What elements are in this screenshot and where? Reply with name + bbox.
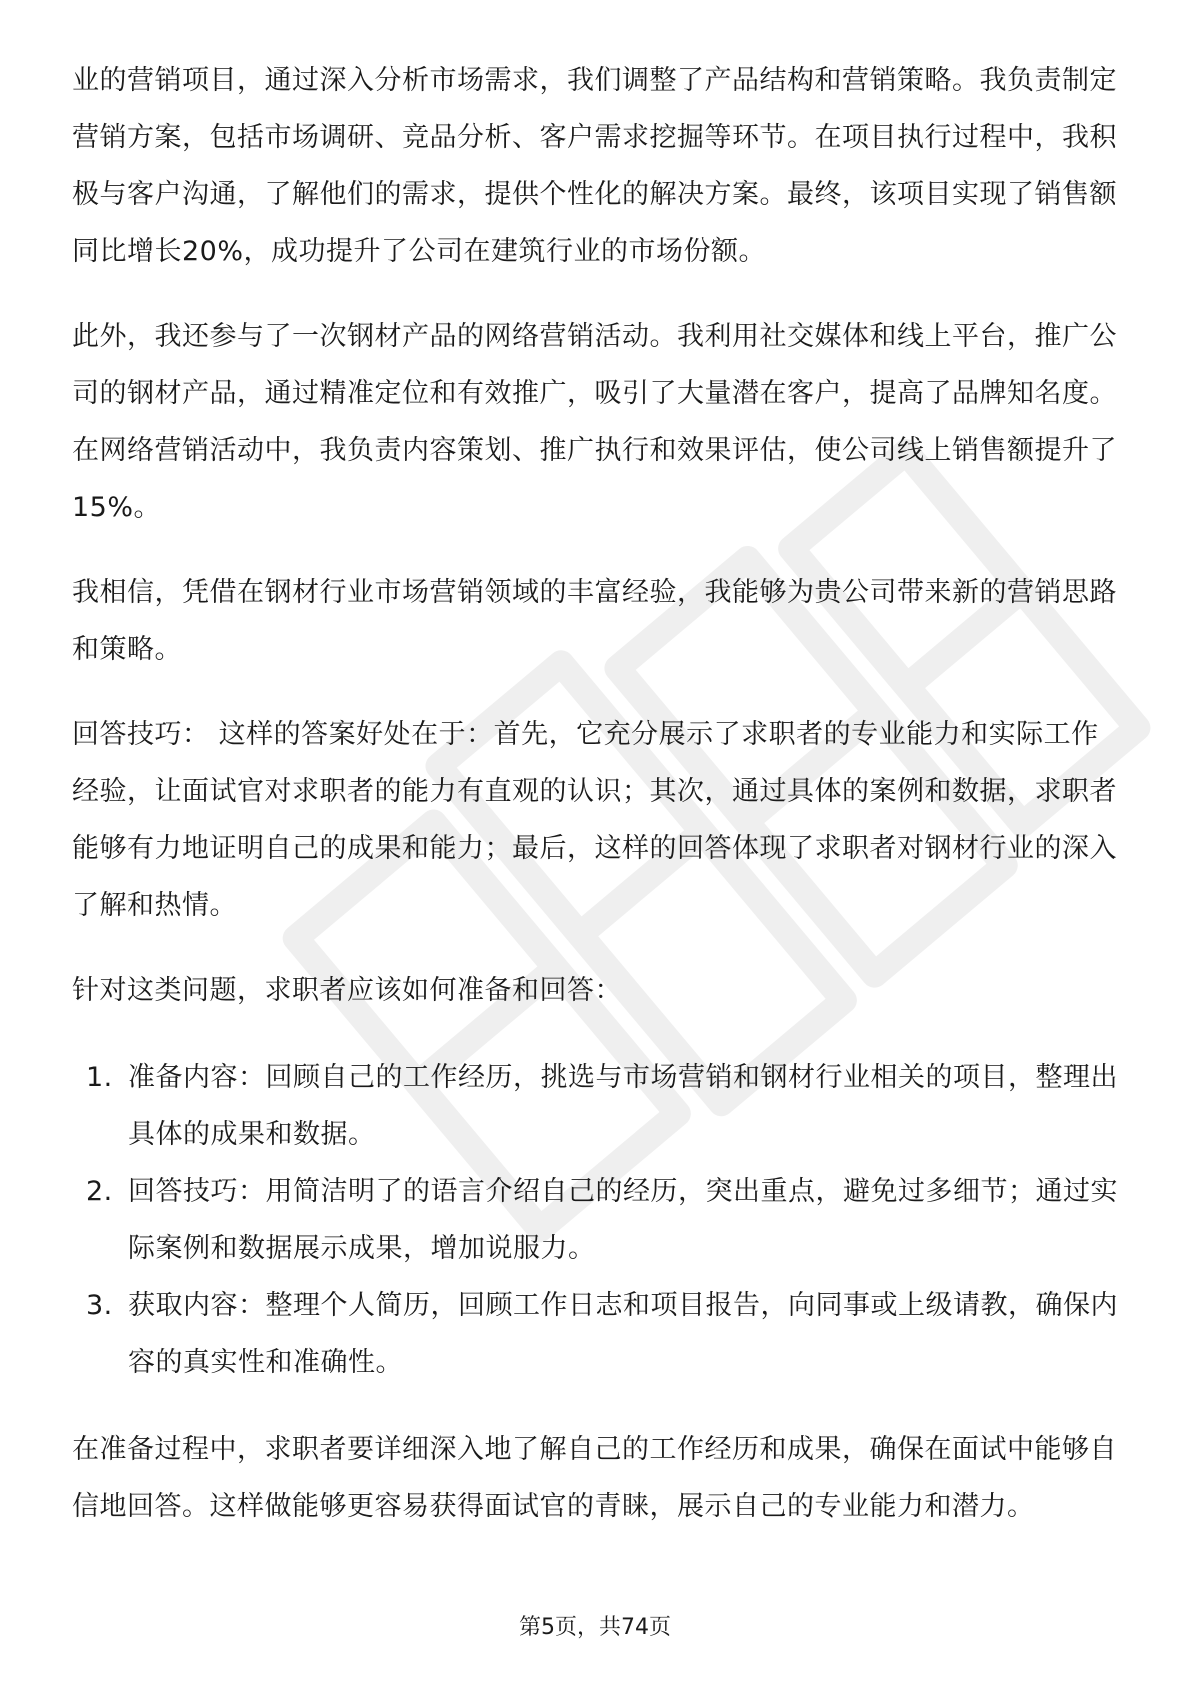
list-item bbox=[72, 1049, 1120, 1163]
paragraph-answer-tips: 回答技巧： 这样的答案好处在于：首先，它充分展示了求职者的专业能力和实际工作经验，让面试官对求职者的能力有直观的认识；其次，通过具体的案例和数据，求职者能够有力地证明自己的成果和能力；最后，这样的回答体现了求职者对钢材行业的深入了解和热情。 bbox=[72, 719, 1117, 921]
paragraph-closing: 在准备过程中，求职者要详细深入地了解自己的工作经历和成果，确保在面试中能够自信地回答。这样做能够更容易获得面试官的青睐，展示自己的专业能力和潜力。 bbox=[72, 1434, 1117, 1522]
list-item-text: 准备内容：回顾自己的工作经历，挑选与市场营销和钢材行业相关的项目，整理出具体的成果和数据。 bbox=[128, 1062, 1118, 1150]
list-item-text: 获取内容：整理个人简历，回顾工作日志和项目报告，向同事或上级请教，确保内容的真实性和准确性。 bbox=[128, 1290, 1118, 1378]
paragraph-online-marketing: 此外，我还参与了一次钢材产品的网络营销活动。我利用社交媒体和线上平台，推广公司的钢材产品，通过精准定位和有效推广，吸引了大量潜在客户，提高了品牌知名度。在网络营销活动中，我负责内容策划、推广执行和效果评估，使公司线上销售额提升了15%。 bbox=[72, 321, 1117, 523]
preparation-steps-list bbox=[72, 1049, 1120, 1391]
list-item-number: 3. bbox=[86, 1290, 113, 1321]
list-item bbox=[72, 1277, 1120, 1391]
list-item-text: 回答技巧：用简洁明了的语言介绍自己的经历，突出重点，避免过多细节；通过实际案例和数据展示成果，增加说服力。 bbox=[128, 1176, 1118, 1264]
page-number-footer: 第5页，共74页 bbox=[519, 1615, 671, 1640]
document-body bbox=[72, 52, 1120, 1563]
paragraph-project-experience: 业的营销项目，通过深入分析市场需求，我们调整了产品结构和营销策略。我负责制定营销方案，包括市场调研、竞品分析、客户需求挖掘等环节。在项目执行过程中，我积极与客户沟通，了解他们的需求，提供个性化的解决方案。最终，该项目实现了销售额同比增长20%，成功提升了公司在建筑行业的市场份额。 bbox=[72, 65, 1117, 267]
list-item-number: 1. bbox=[86, 1062, 113, 1093]
paragraph-how-to-prepare: 针对这类问题，求职者应该如何准备和回答： bbox=[72, 975, 622, 1006]
paragraph-belief: 我相信，凭借在钢材行业市场营销领域的丰富经验，我能够为贵公司带来新的营销思路和策略。 bbox=[72, 577, 1117, 665]
list-item bbox=[72, 1163, 1120, 1277]
list-item-number: 2. bbox=[86, 1176, 113, 1207]
